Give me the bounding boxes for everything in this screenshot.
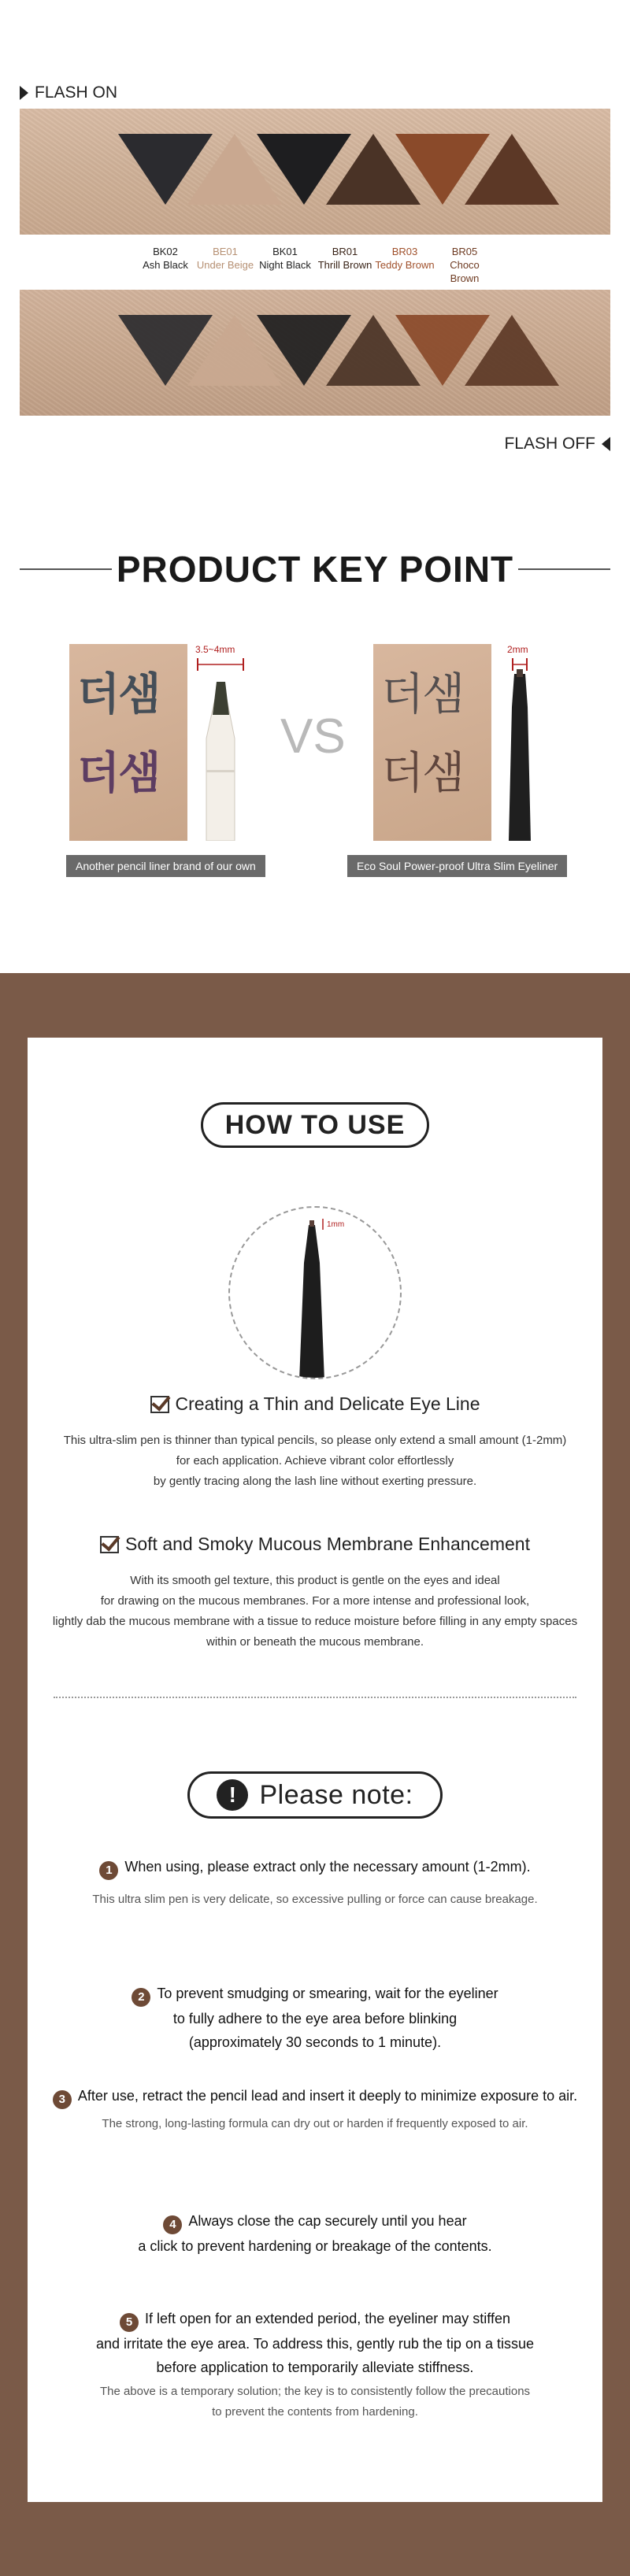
pencil-slim-image [493,644,561,841]
note-item-2: 2 To prevent smudging or smearing, wait for the eyeliner to fully adhere to the eye area before blinking (approximately 30 seconds to 1 minute). [0,1982,630,2054]
swatch-triangles [20,290,610,416]
caption-right: Eco Soul Power-proof Ultra Slim Eyeliner [347,855,567,877]
pencil-thick-image [189,644,257,841]
play-arrow-icon [20,86,28,100]
flash-on-label: FLASH ON [20,83,117,102]
tip-measure-label: 1mm [327,1220,345,1229]
note-sub-5: The above is a temporary solution; the key is to consistently follow the precautions to prevent the contents from hardening. [99,2385,531,2419]
shade-bk02: BK02 Ash Black [143,246,188,271]
measure-label-right: 2mm [507,644,528,655]
shade-be01: BE01 Under Beige [196,246,254,271]
vs-text: VS [280,709,346,764]
measure-label-left: 3.5~4mm [195,644,235,655]
shade-br05: BR05 Choco Brown [450,246,480,284]
divider [20,568,112,570]
point1-text: This ultra-slim pen is thinner than typical pencils, so please only extend a small amount (1-2mm) for each application. Achieve vibrant color effortlessly by gently tracing along the lash line without exerting pressure. [63,1434,567,1488]
shade-br03: BR03 Teddy Brown [375,246,435,271]
point1-heading: Creating a Thin and Delicate Eye Line [0,1393,630,1415]
note-sub-1: This ultra slim pen is very delicate, so excessive pulling or force can cause breakage. [92,1893,538,1906]
swatch-strip-flash-on [20,109,610,235]
swatch-strip-flash-off [20,290,610,416]
eyeliner-tip-image [228,1206,402,1379]
exclamation-icon: ! [217,1779,248,1811]
divider [518,568,610,570]
shade-br01: BR01 Thrill Brown [317,246,372,271]
note-item-3: 3 After use, retract the pencil lead and insert it deeply to minimize exposure to air. [0,2084,630,2109]
please-note-title: ! Please note: [187,1771,443,1819]
dotted-divider [54,1697,576,1698]
checkbox-icon [100,1536,119,1553]
shade-bk01: BK01 Night Black [259,246,311,271]
swatch-triangles [20,109,610,235]
caption-left: Another pencil liner brand of our own [66,855,265,877]
swatch-sample-right: 더샘 더샘 [373,644,491,841]
note-item-1: 1 When using, please extract only the necessary amount (1-2mm). [0,1855,630,1880]
arrow-left-icon [602,437,610,451]
how-to-use-title: HOW TO USE [201,1102,429,1148]
point2-text: With its smooth gel texture, this product is gentle on the eyes and ideal for drawing on the mucous membranes. For a more intense and professional look, lightly dab the mucous membrane with a tissue to reduce moisture before filling in any empty spaces within or beneath the mucous membrane. [52,1574,578,1649]
flash-off-label: FLASH OFF [504,435,610,453]
note-sub-3: The strong, long-lasting formula can dry out or harden if frequently exposed to air. [102,2117,528,2130]
shade-labels [0,245,630,285]
key-point-header [20,548,610,590]
checkbox-icon [150,1396,169,1413]
point2-heading: Soft and Smoky Mucous Membrane Enhancement [0,1534,630,1555]
key-point-title: PRODUCT KEY POINT [116,549,514,590]
note-item-4: 4 Always close the cap securely until you hear a click to prevent hardening or breakage of the contents. [138,2213,492,2254]
note-item-5: 5 If left open for an extended period, the eyeliner may stiffen and irritate the eye area. To address this, gently rub the tip on a tissue before application to temporarily alleviate stiffness. [96,2311,534,2375]
swatch-sample-left: 더샘 더샘 [69,644,187,841]
